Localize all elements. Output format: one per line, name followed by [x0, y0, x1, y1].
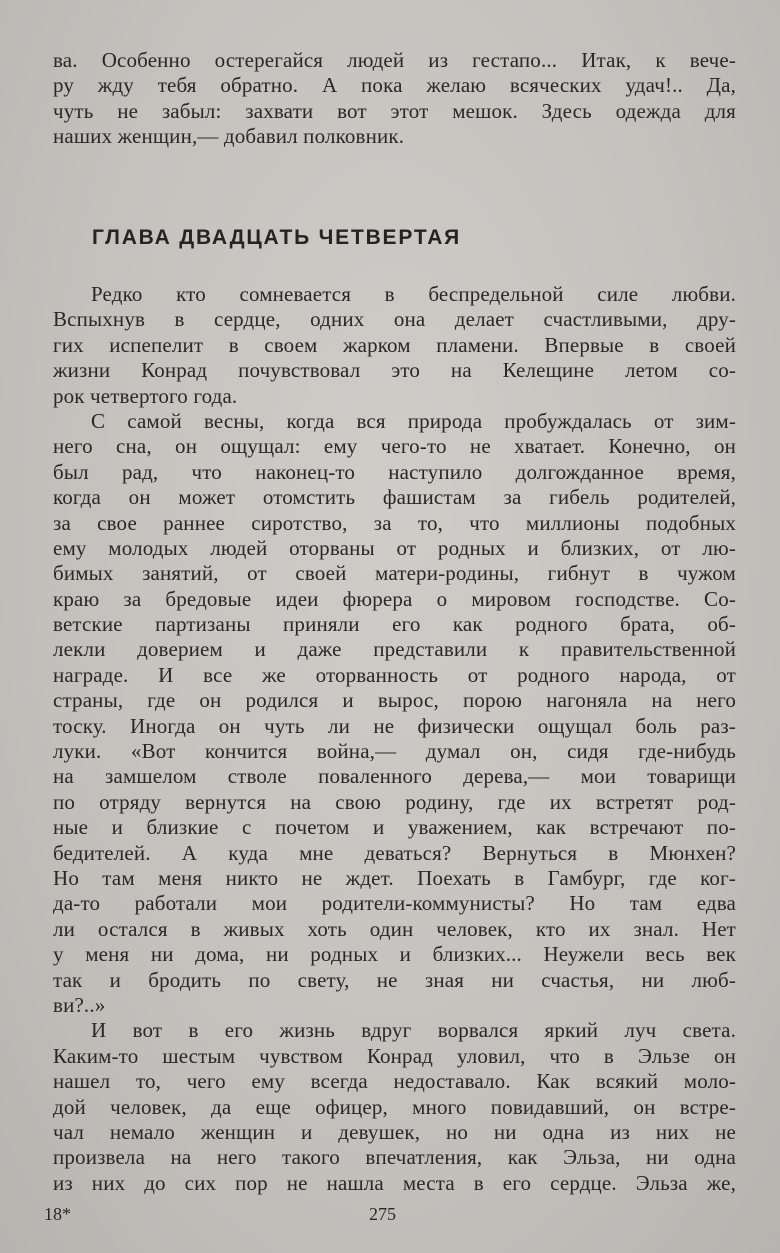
text-line: за свое раннее сиротство, за то, что миллионы подобных: [53, 510, 736, 535]
text-line: так и бродить по свету, не зная ни счастья, ни люб-: [53, 967, 736, 992]
top-paragraph: [53, 48, 736, 150]
text-line: наших женщин,— добавил полковник.: [53, 124, 405, 149]
text-line: лекли доверием и даже представили к правительственной: [53, 637, 736, 662]
signature-mark: 18*: [44, 1204, 71, 1224]
text-line: да-то работали мои родители-коммунисты? Но там едва: [53, 891, 736, 916]
text-line: был рад, что наконец-то наступило долгожданное время,: [53, 459, 736, 484]
text-line: ветские партизаны приняли его как родного брата, об-: [53, 612, 736, 637]
text-line: чуть не забыл: захвати вот этот мешок. Здесь одежда для: [53, 98, 736, 123]
text-line: жизни Конрад почувствовал это на Келещине летом со-: [53, 358, 736, 383]
text-line: ва. Особенно остерегайся людей из гестапо... Итак, к вече-: [53, 48, 736, 72]
text-line: И вот в его жизнь вдруг ворвался яркий луч света.: [91, 1018, 736, 1043]
text-line: из них до сих пор не нашла места в его сердце. Эльза же,: [53, 1170, 736, 1195]
text-line: на замшелом стволе поваленного дерева,— мои товарищи: [53, 764, 736, 789]
text-line: С самой весны, когда вся природа пробуждалась от зим-: [91, 408, 736, 433]
chapter-heading: ГЛАВА ДВАДЦАТЬ ЧЕТВЕРТАЯ: [92, 226, 462, 249]
text-line: награде. И все же оторванность от родного народа, от: [53, 662, 736, 687]
text-line: у меня ни дома, ни родных и близких... Неужели весь век: [53, 942, 736, 967]
text-line: ные и близкие с почетом и уважением, как встречают по-: [53, 815, 736, 840]
text-line: Редко кто сомневается в беспредельной силе любви.: [91, 282, 736, 306]
text-line: Но там меня никто не ждет. Поехать в Гамбург, где ког-: [53, 865, 736, 890]
text-line: произвела на него такого впечатления, как Эльза, ни одна: [53, 1145, 736, 1170]
text-line: нашел то, чего ему всегда недоставало. Как всякий моло-: [53, 1069, 736, 1094]
text-line: краю за бредовые идеи фюрера о мировом господстве. Со-: [53, 586, 736, 611]
chapter-body: [53, 282, 736, 1196]
text-line: Каким-то шестым чувством Конрад уловил, что в Эльзе он: [53, 1043, 736, 1068]
text-line: бимых занятий, от своей матери-родины, гибнут в чужом: [53, 561, 736, 586]
text-line: луки. «Вот кончится война,— думал он, сидя где-нибудь: [53, 739, 736, 764]
text-line: дой человек, да еще офицер, много повидавший, он встре-: [53, 1094, 736, 1119]
text-line: гих испепелит в своем жарком пламени. Впервые в своей: [53, 332, 736, 357]
text-line: ви?..»: [53, 992, 106, 1017]
page-footer: [0, 1204, 780, 1234]
text-line: страны, где он родился и вырос, порою нагоняла на него: [53, 688, 736, 713]
text-line: по отряду вернутся на свою родину, где их встретят род-: [53, 789, 736, 814]
text-line: ему молодых людей оторваны от родных и близких, от лю-: [53, 535, 736, 560]
text-line: бедителей. А куда мне деваться? Вернуться в Мюнхен?: [53, 840, 736, 865]
text-line: него сна, он ощущал: ему чего-то не хватает. Конечно, он: [53, 434, 736, 459]
page-number: 275: [369, 1204, 396, 1224]
text-line: ли остался в живых хоть один человек, кто их знал. Нет: [53, 916, 736, 941]
text-line: Вспыхнув в сердце, одних она делает счастливыми, дру-: [53, 307, 736, 332]
text-line: чал немало женщин и девушек, но ни одна из них не: [53, 1119, 736, 1144]
text-line: тоску. Иногда он чуть ли не физически ощущал боль раз-: [53, 713, 736, 738]
text-line: когда он может отомстить фашистам за гибель родителей,: [53, 485, 736, 510]
text-line: ру жду тебя обратно. А пока желаю всяческих удач!.. Да,: [53, 73, 736, 98]
text-line: рок четвертого года.: [53, 383, 238, 408]
